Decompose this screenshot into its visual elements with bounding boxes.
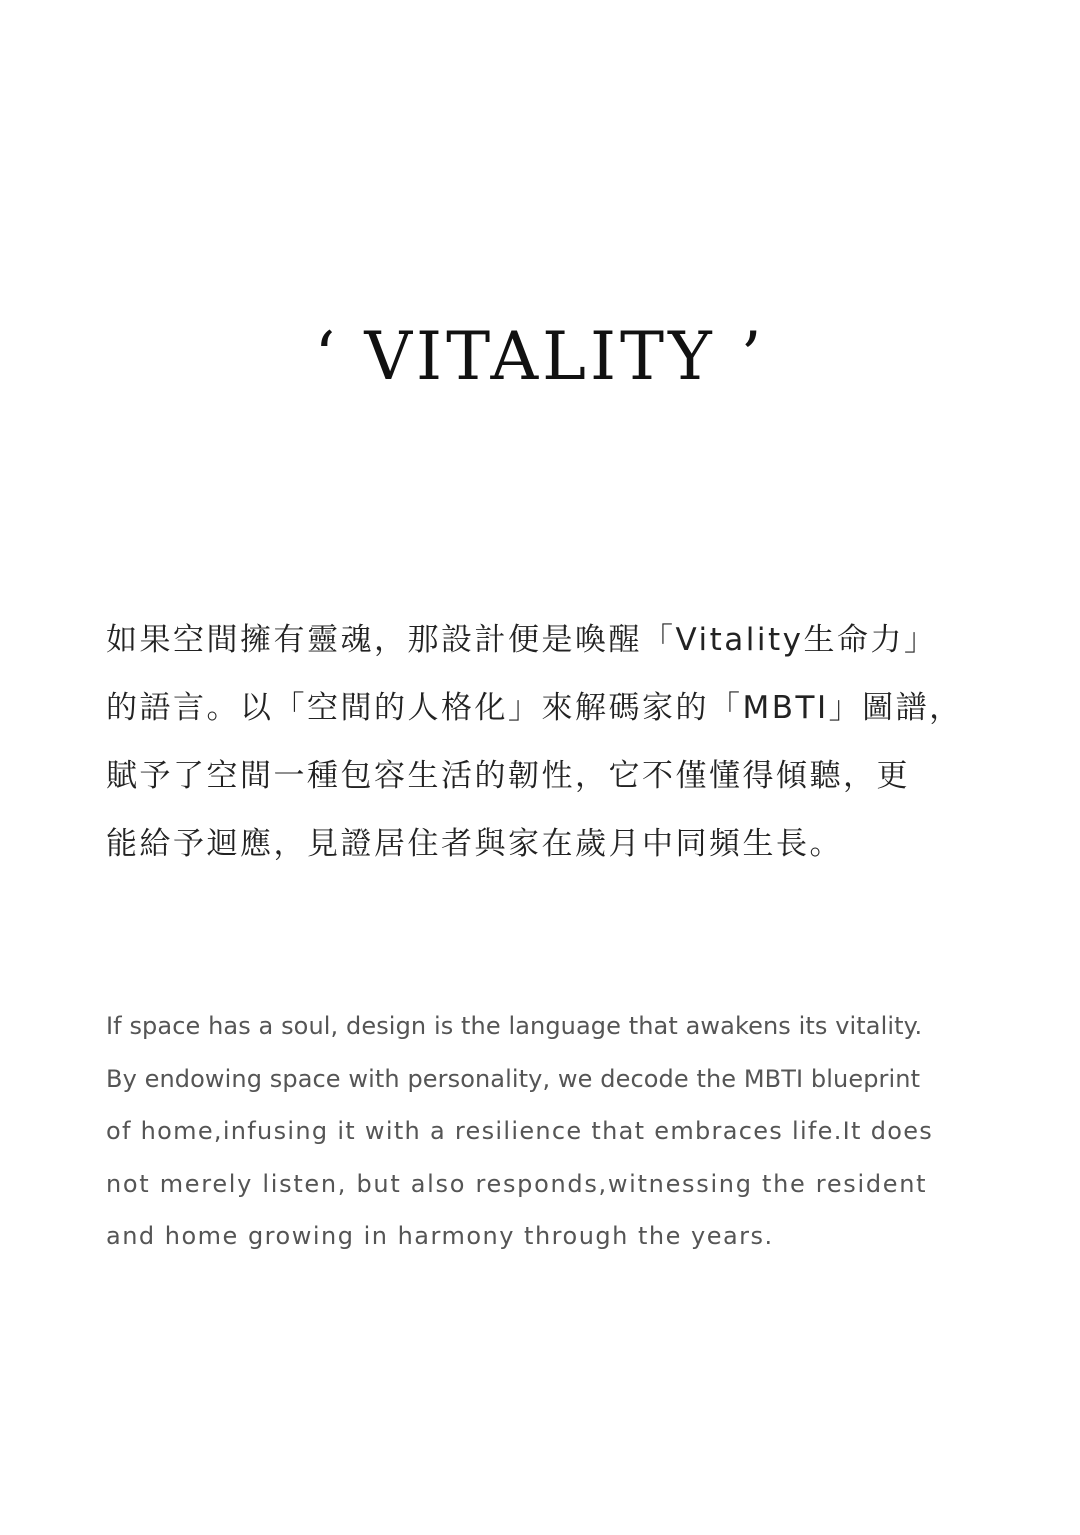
chinese-line: 賦予了空間一種包容生活的韌性，它不僅懂得傾聽，更 <box>106 758 910 794</box>
page-title: ‘ VITALITY ’ <box>314 318 766 395</box>
chinese-line: 能給予迴應，見證居住者與家在歲月中同頻生長。 <box>106 826 843 862</box>
english-line: and home growing in harmony through the years. <box>106 1222 774 1250</box>
english-line: By endowing space with personality, we decode the MBTI blueprint <box>106 1064 921 1093</box>
english-line: not merely listen, but also responds,witnessing the resident <box>106 1169 928 1198</box>
english-line: of home,infusing it with a resilience that embraces life.It does <box>106 1117 934 1145</box>
chinese-line: 的語言。以「空間的人格化」來解碼家的「MBTI」圖譜， <box>106 690 963 726</box>
english-line: If space has a soul, design is the language that awakens its vitality. <box>106 1012 923 1040</box>
chinese-paragraph <box>106 606 986 878</box>
chinese-line: 如果空間擁有靈魂，那設計便是喚醒「Vitality生命力」 <box>106 622 938 658</box>
english-paragraph <box>106 1000 986 1263</box>
